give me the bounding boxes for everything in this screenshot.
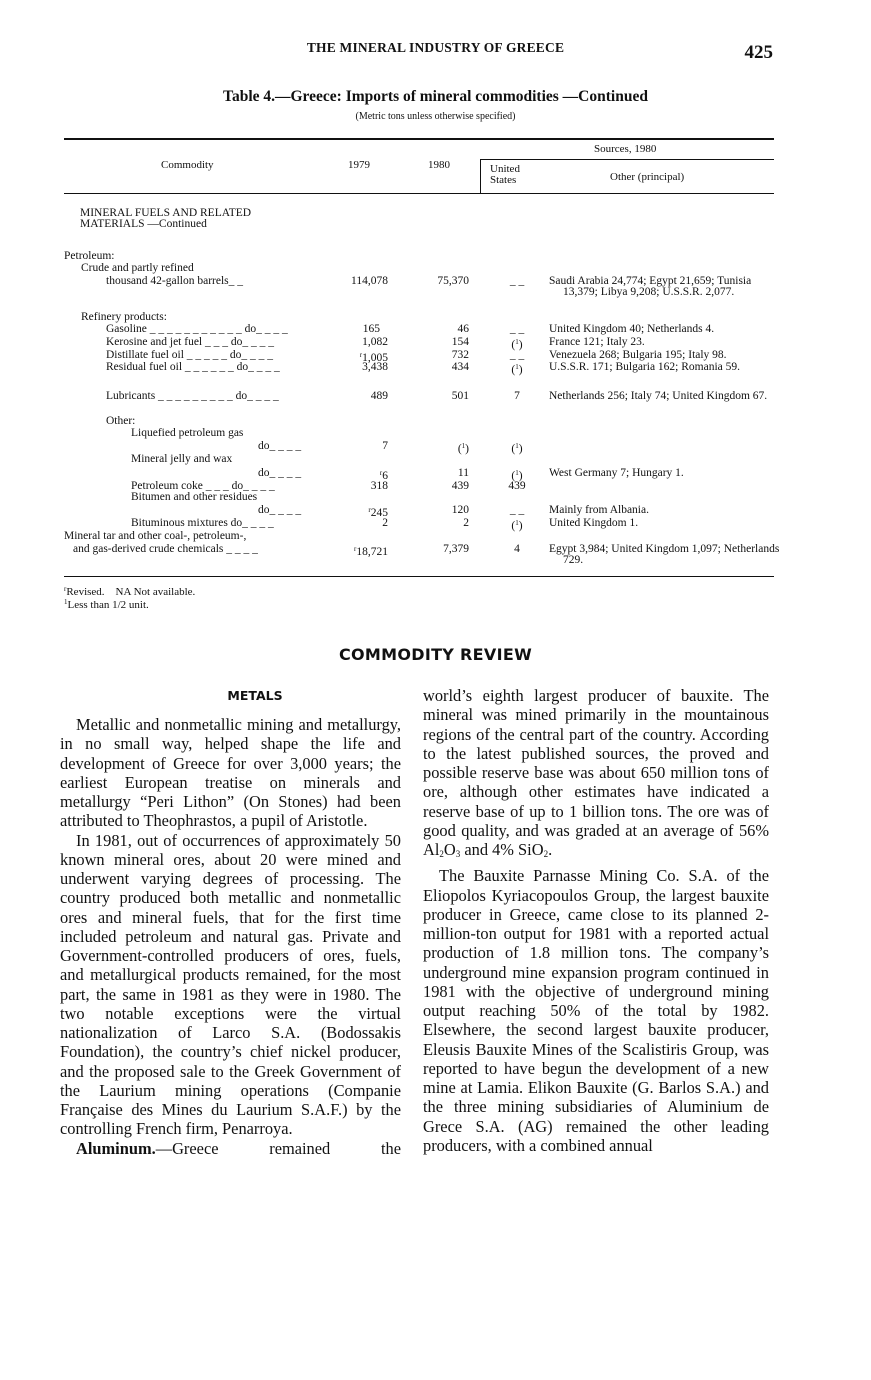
table-cell-other: Mainly from Albania. bbox=[549, 504, 649, 516]
table-cell-us: 4 bbox=[514, 543, 520, 555]
table-cell-other: United Kingdom 40; Netherlands 4. bbox=[549, 323, 715, 335]
table-cell-other: U.S.S.R. 171; Bulgaria 162; Romania 59. bbox=[549, 361, 741, 373]
table-row-label: Lubricants _ _ _ _ _ _ _ _ _ do_ _ _ _ bbox=[106, 390, 279, 402]
inline-text: —Greece remained the bbox=[155, 1138, 401, 1158]
table-cell-1979: 2 bbox=[382, 517, 388, 529]
table-cell-1979: 489 bbox=[370, 390, 388, 402]
table-row-label: Refinery products: bbox=[81, 311, 167, 323]
col-header-us: United States bbox=[490, 163, 520, 186]
us-divider bbox=[480, 160, 481, 193]
table-row-label: Mineral tar and other coal-, petroleum-, bbox=[64, 530, 247, 542]
table-cell-1979: 114,078 bbox=[351, 275, 388, 287]
table-cell-us: ($^1$) bbox=[511, 442, 523, 455]
table-cell-1980: 75,370 bbox=[437, 275, 469, 287]
section-heading: COMMODITY REVIEW bbox=[338, 645, 533, 664]
table-cell-1980: 11 bbox=[457, 467, 469, 479]
table-cell-1980: 7,379 bbox=[443, 543, 469, 555]
table-section-heading: MINERAL FUELS AND RELATED MATERIALS —Continued bbox=[80, 207, 252, 230]
paragraph: world’s eighth largest producer of bauxite. The mineral was mined primarily in the mountainous regions of the central part of the country. According to the latest published sources, the proved and possible reserve base was about 650 million tons of ore, although other estimates have indicated a reserve base of up to 1 billion tons. The ore was of good quality, and was graded at an average of 56% $Al_2O_3$ and 4% SiO$_2$. bbox=[423, 686, 769, 859]
table-cell-1979: $^r$245 bbox=[368, 506, 388, 519]
table-bottom-rule bbox=[64, 576, 774, 577]
subsection-heading: METALS bbox=[227, 688, 283, 703]
col-header-1980: 1980 bbox=[428, 159, 450, 171]
table-cell-other: United Kingdom 1. bbox=[549, 517, 639, 529]
table-row-label: Crude and partly refined bbox=[81, 262, 194, 274]
table-cell-1979: $^r$18,721 bbox=[354, 545, 388, 558]
table-cell-us: ($^1$) bbox=[511, 363, 523, 376]
table-cell-1980: 2 bbox=[463, 517, 469, 529]
table-cell-us: ($^1$) bbox=[511, 519, 523, 532]
table-cell-us: ($^1$) bbox=[511, 469, 523, 482]
table-row-label: Bituminous mixtures do_ _ _ _ bbox=[131, 517, 274, 529]
col-header-1979: 1979 bbox=[348, 159, 370, 171]
table-cell-1980: 120 bbox=[451, 504, 469, 516]
table-cell-us: _ _ bbox=[509, 323, 525, 335]
table-cell-other: Egypt 3,984; United Kingdom 1,097; Netherlands 729. bbox=[549, 543, 780, 566]
right-column bbox=[423, 686, 769, 1155]
table-cell-us: _ _ bbox=[509, 349, 525, 361]
table-row-label: do_ _ _ _ bbox=[258, 440, 302, 452]
table-cell-1980: 434 bbox=[451, 361, 469, 373]
table-cell-1979: 1,082 bbox=[362, 336, 388, 348]
sources-rule bbox=[480, 159, 774, 160]
table-cell-us: 7 bbox=[514, 390, 520, 402]
table-cell-other: Saudi Arabia 24,774; Egypt 21,659; Tunisia 13,379; Libya 9,208; U.S.S.R. 2,077. bbox=[549, 275, 752, 298]
footnote-revised: $^r$Revised. NA Not available. bbox=[64, 585, 196, 598]
table-cell-1979: 3,438 bbox=[362, 361, 388, 373]
table-row-label: thousand 42-gallon barrels_ _ bbox=[106, 275, 244, 287]
table-row-label: Bitumen and other residues bbox=[131, 491, 258, 503]
table-row-label: Kerosine and jet fuel _ _ _ do_ _ _ _ bbox=[106, 336, 274, 348]
table-cell-us: ($^1$) bbox=[511, 338, 523, 351]
col-header-sources: Sources, 1980 bbox=[594, 143, 657, 155]
table-cell-us: _ _ bbox=[509, 275, 525, 287]
paragraph: Metallic and nonmetallic mining and metallurgy, in no small way, helped shape the life and development of Greece for over 3,000 years; the earliest European treatise on minerals and metallurgy “Peri Lithon” (On Stones) had been attributed to Theophrastos, a pupil of Aristotle. bbox=[60, 715, 401, 831]
table-cell-other: Venezuela 268; Bulgaria 195; Italy 98. bbox=[549, 349, 727, 361]
table-row-label: Petroleum coke _ _ _ do_ _ _ _ bbox=[131, 480, 275, 492]
table-cell-1979: 7 bbox=[382, 440, 388, 452]
inline-heading: Aluminum. bbox=[76, 1138, 156, 1158]
footnote-less-than: $^1$Less than 1/2 unit. bbox=[64, 598, 149, 611]
table-subtitle: (Metric tons unless otherwise specified) bbox=[355, 111, 516, 122]
table-cell-1980: 501 bbox=[451, 390, 469, 402]
table-cell-1980: 46 bbox=[457, 323, 469, 335]
table-cell-1980: 439 bbox=[451, 480, 469, 492]
col-header-other: Other (principal) bbox=[610, 171, 685, 183]
table-cell-other: France 121; Italy 23. bbox=[549, 336, 645, 348]
table-top-rule bbox=[64, 138, 774, 140]
table-row-label: Petroleum: bbox=[64, 250, 115, 262]
table-cell-us: 439 bbox=[508, 480, 526, 492]
table-cell-1980: ($^1$) bbox=[457, 442, 469, 455]
paragraph bbox=[60, 1139, 401, 1158]
table-row-label: Other: bbox=[106, 415, 136, 427]
table-row-label: Mineral jelly and wax bbox=[131, 453, 233, 465]
running-header: THE MINERAL INDUSTRY OF GREECE bbox=[306, 40, 565, 55]
table-row-label: Residual fuel oil _ _ _ _ _ _ do_ _ _ _ bbox=[106, 361, 280, 373]
table-cell-us: _ _ bbox=[509, 504, 525, 516]
table-cell-1979: 318 bbox=[370, 480, 388, 492]
table-cell-1980: 732 bbox=[451, 349, 469, 361]
table-cell-1979: $^r$6 bbox=[379, 469, 388, 482]
table-row-label: do_ _ _ _ bbox=[258, 504, 302, 516]
header-bottom-rule bbox=[64, 193, 774, 194]
page-number: 425 bbox=[744, 42, 773, 63]
col-header-commodity: Commodity bbox=[161, 159, 214, 171]
table-cell-other: West Germany 7; Hungary 1. bbox=[549, 467, 684, 479]
left-column bbox=[60, 715, 401, 1158]
table-row-label: do_ _ _ _ bbox=[258, 467, 302, 479]
table-title: Table 4.—Greece: Imports of mineral commodities —Continued bbox=[223, 88, 648, 105]
table-cell-1980: 154 bbox=[451, 336, 469, 348]
paragraph: The Bauxite Parnasse Mining Co. S.A. of the Eliopolos Kyriacopoulos Group, the largest bauxite producer in Greece, came close to its planned 2-million-ton output for 1981 with a reported actual production of 1.8 million tons. The company’s underground mine expansion program continued in 1981 with the objective of underground mining output reaching 50% of the total by 1982. Elsewhere, the second largest bauxite producer, Eleusis Bauxite Mines of the Scalistiris Group, was reported to have begun the development of a new mine at Lamia. Elikon Bauxite (G. Barlos S.A.) and the three mining subsidiaries of Aluminium de Grece S.A. (AG) remained the other leading producers, with a combined annual bbox=[423, 866, 769, 1155]
table-cell-1979: 165 bbox=[362, 323, 380, 335]
table-cell-other: Netherlands 256; Italy 74; United Kingdom 67. bbox=[549, 390, 768, 402]
table-row-label: Liquefied petroleum gas bbox=[131, 427, 244, 439]
paragraph: In 1981, out of occurrences of approximately 50 known mineral ores, about 20 were mined and underwent varying degrees of processing. The country produced both metallic and nonmetallic ores and mineral fuels, that for the first time included petroleum and natural gas. Private and Government-controlled producers of ores, fuels, and metallurgical products remained, for the most part, the same in 1981 as they were in 1980. The two notable exceptions were the virtual nationalization of Larco S.A. (Bodossakis Foundation), the country’s chief nickel producer, and the proposed sale to the Greek Government of the Laurium mining operations (Companie Française des Mines du Laurium S.A.F.) by the controlling French firm, Penarroya. bbox=[60, 830, 401, 1139]
table-row-label: and gas-derived crude chemicals _ _ _ _ bbox=[73, 543, 258, 555]
table-row-label: Gasoline _ _ _ _ _ _ _ _ _ _ _ do_ _ _ _ bbox=[106, 323, 288, 335]
table-row-label: Distillate fuel oil _ _ _ _ _ do_ _ _ _ bbox=[106, 349, 274, 361]
table-cell-1979: $^r$1,005 bbox=[359, 351, 388, 364]
